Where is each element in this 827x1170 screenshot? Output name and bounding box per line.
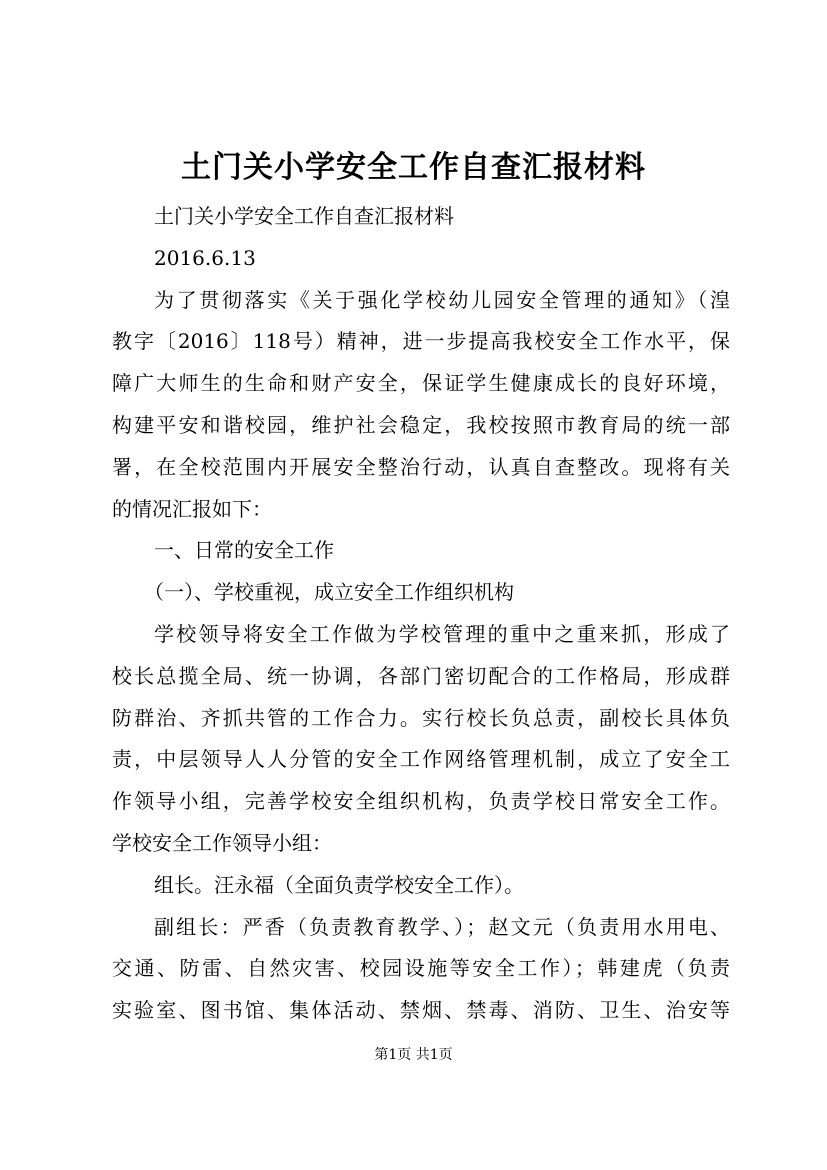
- paragraph-line: 作领导小组，完善学校安全组织机构，负责学校日常安全工作。: [112, 789, 730, 814]
- paragraph-line: 副组长：严香（负责教育教学、）；赵文元（负责用水用电、: [154, 914, 730, 939]
- paragraph-line: 实验室、图书馆、集体活动、禁烟、禁毒、消防、卫生、治安等: [112, 998, 730, 1023]
- paragraph-line: 校长总揽全局、统一协调，各部门密切配合的工作格局，形成群: [112, 663, 730, 688]
- subtitle-line: 土门关小学安全工作自查汇报材料: [154, 204, 454, 228]
- paragraph-line: 组长。汪永福（全面负责学校安全工作）。: [154, 872, 524, 897]
- paragraph-line: 障广大师生的生命和财产安全，保证学生健康成长的良好环境，: [112, 371, 730, 396]
- subsection-heading: （一）、学校重视，成立安全工作组织机构: [144, 580, 514, 605]
- section-heading: 一、日常的安全工作: [154, 538, 334, 563]
- document-title: 土门关小学安全工作自查汇报材料: [181, 150, 646, 185]
- date-line: 2016.6.13: [154, 245, 256, 270]
- paragraph-line: 为了贯彻落实《关于强化学校幼儿园安全管理的通知》（湟: [154, 287, 730, 312]
- paragraph-line: 构建平安和谐校园，维护社会稳定，我校按照市教育局的统一部: [112, 412, 730, 437]
- paragraph-line: 防群治、齐抓共管的工作合力。实行校长负总责，副校长具体负: [112, 705, 730, 730]
- paragraph-line: 教字〔2016〕118号）精神，进一步提高我校安全工作水平，保: [112, 329, 730, 354]
- paragraph-line: 的情况汇报如下：: [112, 496, 272, 521]
- paragraph-line: 学校安全工作领导小组：: [112, 830, 332, 855]
- paragraph-line: 学校领导将安全工作做为学校管理的重中之重来抓，形成了: [154, 621, 730, 646]
- paragraph-line: 交通、防雷、自然灾害、校园设施等安全工作）；韩建虎（负责: [112, 956, 730, 981]
- paragraph-line: 责，中层领导人人分管的安全工作网络管理机制，成立了安全工: [112, 747, 730, 772]
- document-body: [112, 196, 730, 1032]
- paragraph-line: 署，在全校范围内开展安全整治行动，认真自查整改。现将有关: [112, 454, 730, 479]
- page-number: 第1页 共1页: [374, 1047, 453, 1063]
